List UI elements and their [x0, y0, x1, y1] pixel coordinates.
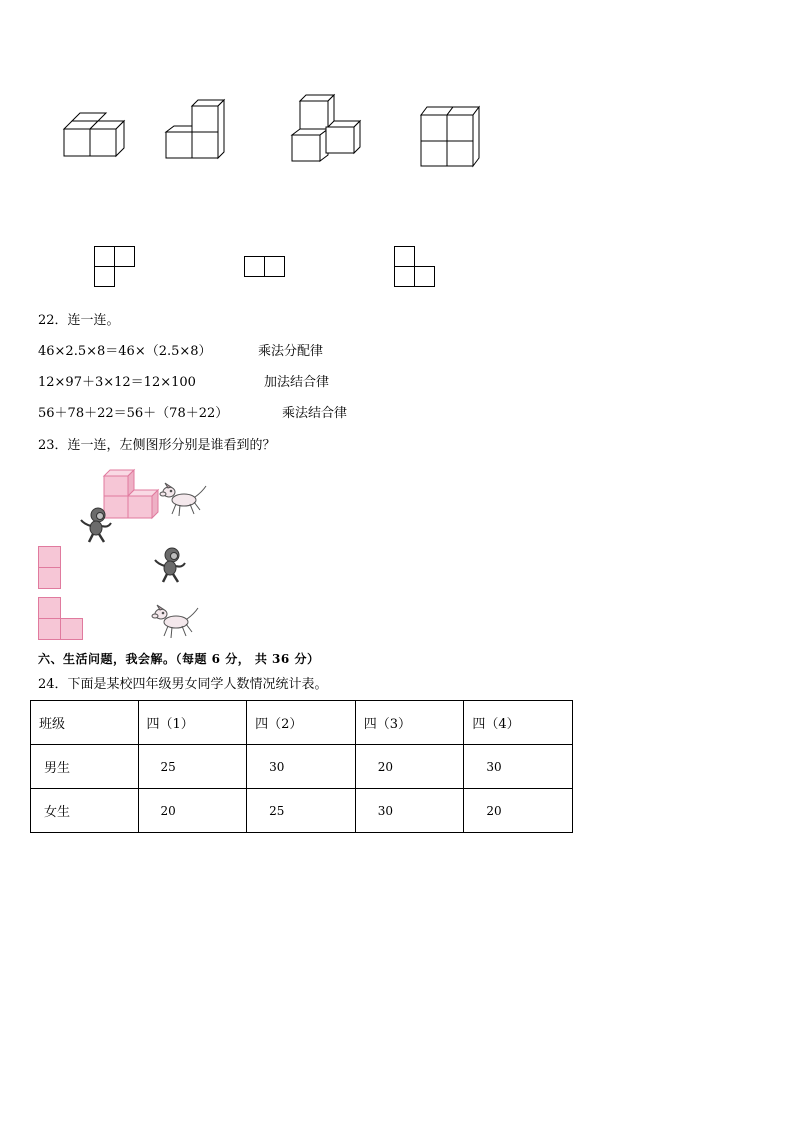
table-row	[31, 745, 573, 789]
table-cell: 20	[138, 789, 247, 833]
header-cell: 班级	[31, 701, 139, 745]
pink-view-2	[38, 597, 84, 641]
q24-title: 24．下面是某校四年级男女同学人数情况统计表。	[38, 677, 328, 692]
table-cell: 30	[464, 745, 573, 789]
view-shape-1	[94, 246, 136, 288]
table-cell: 20	[355, 745, 464, 789]
header-cell: 四（4）	[464, 701, 573, 745]
table-cell: 25	[247, 789, 356, 833]
header-cell: 四（2）	[247, 701, 356, 745]
table-cell: 30	[247, 745, 356, 789]
q22-law-3: 乘法结合律	[282, 406, 348, 421]
q22-equation-3: 56＋78＋22＝56＋（78＋22）	[38, 406, 229, 421]
q22-law-2: 加法结合律	[264, 375, 330, 390]
cube-figure-4	[421, 107, 485, 169]
table-cell: 25	[138, 745, 247, 789]
dog-icon	[160, 480, 208, 518]
row-label: 男生	[31, 745, 139, 789]
table-cell: 30	[355, 789, 464, 833]
section-6-title: 六、生活问题，我会解。（每题 6 分， 共 36 分）	[38, 652, 320, 666]
cube-figure-2	[166, 100, 228, 162]
header-cell: 四（3）	[355, 701, 464, 745]
dog-icon	[152, 602, 200, 640]
q22-equation-2: 12×97＋3×12＝12×100	[38, 375, 196, 390]
row-label: 女生	[31, 789, 139, 833]
cube-figure-3	[292, 95, 362, 163]
table-header-row	[31, 701, 573, 745]
q22-title: 22．连一连。	[38, 313, 120, 328]
monkey-icon	[78, 506, 114, 544]
pink-view-1	[38, 546, 62, 590]
stats-table	[30, 700, 573, 833]
q23-title: 23．连一连，左侧图形分别是谁看到的？	[38, 438, 276, 453]
header-cell: 四（1）	[138, 701, 247, 745]
cube-figure-1	[64, 113, 126, 159]
view-shape-2	[244, 256, 286, 278]
view-shape-3	[394, 246, 436, 288]
table-row	[31, 789, 573, 833]
table-cell: 20	[464, 789, 573, 833]
q22-law-1: 乘法分配律	[258, 344, 324, 359]
q22-equation-1: 46×2.5×8＝46×（2.5×8）	[38, 344, 212, 359]
monkey-icon	[152, 546, 188, 584]
